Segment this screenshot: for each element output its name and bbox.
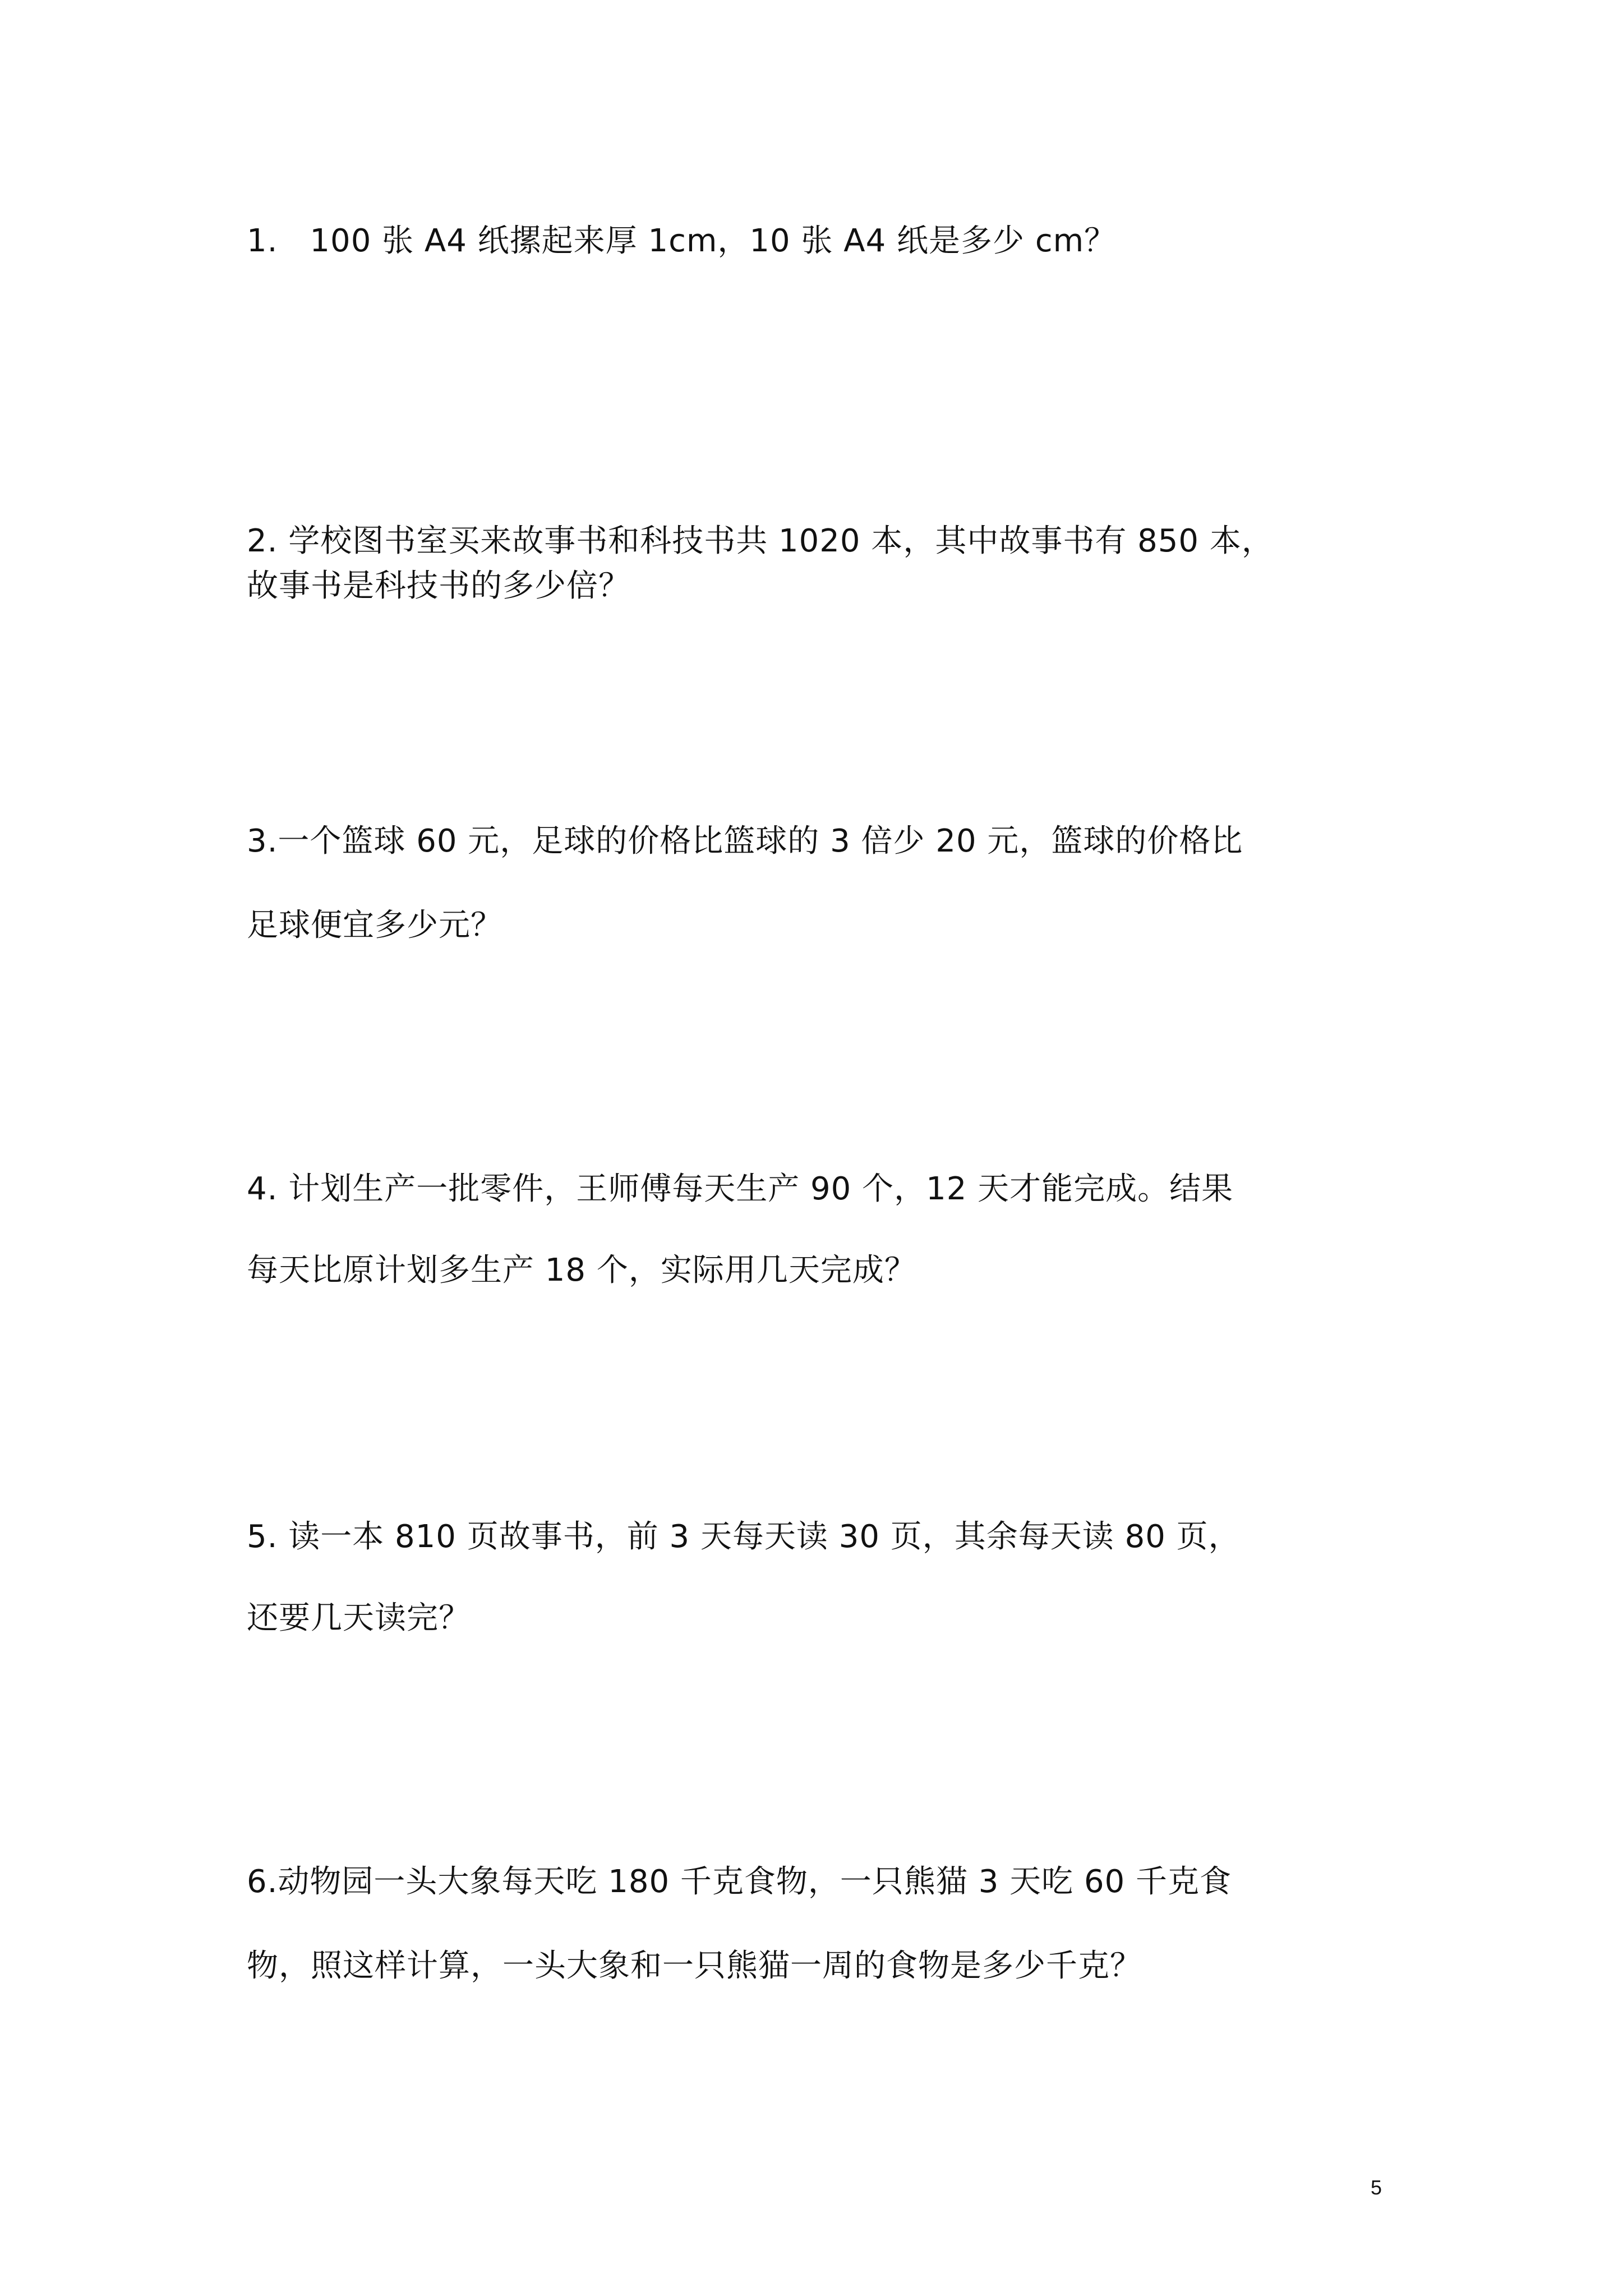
question-4-line-2: 每天比原计划多生产 18 个，实际用几天完成？ <box>247 1252 916 1289</box>
question-3-line-2: 足球便宜多少元？ <box>247 907 502 944</box>
question-5-line-1: 5. 读一本 810 页故事书，前 3 天每天读 30 页，其余每天读 80 页， <box>247 1519 1241 1555</box>
question-3-line-1: 3.一个篮球 60 元，足球的价格比篮球的 3 倍少 20 元，篮球的价格比 <box>247 823 1243 859</box>
question-4-line-1: 4. 计划生产一批零件，王师傅每天生产 90 个，12 天才能完成。结果 <box>247 1171 1234 1207</box>
page-number: 5 <box>1371 2176 1382 2199</box>
question-2-line-2: 故事书是科技书的多少倍？ <box>247 568 630 604</box>
question-5-line-2: 还要几天读完？ <box>247 1600 471 1636</box>
question-1-line-1: 1. 100 张 A4 纸摞起来厚 1cm，10 张 A4 纸是多少 cm？ <box>247 223 1117 259</box>
question-2-line-1: 2. 学校图书室买来故事书和科技书共 1020 本，其中故事书有 850 本， <box>247 523 1274 559</box>
question-6-line-1: 6.动物园一头大象每天吃 180 千克食物，一只熊猫 3 天吃 60 千克食 <box>247 1864 1232 1900</box>
question-6-line-2: 物，照这样计算，一头大象和一只熊猫一周的食物是多少千克？ <box>247 1948 1142 1984</box>
